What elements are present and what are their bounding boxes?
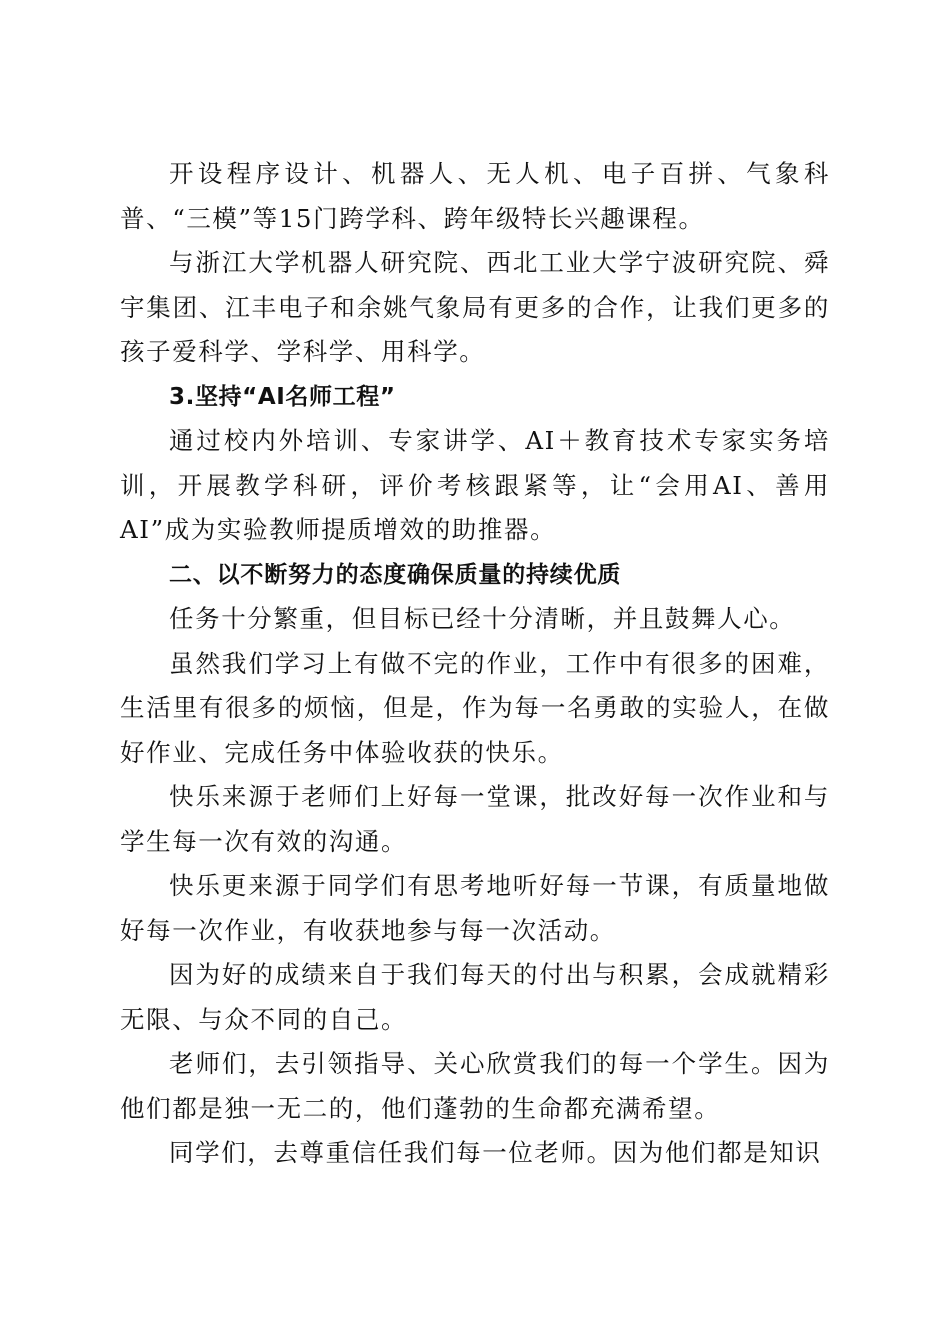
document-body	[120, 152, 830, 1176]
paragraph-students-respect: 同学们，去尊重信任我们每一位老师。因为他们都是知识	[169, 1138, 822, 1167]
paragraph-homework: 虽然我们学习上有做不完的作业，工作中有很多的困难，生活里有很多的烦恼，但是，作为每一名勇敢的实验人，在做好作业、完成任务中体验收获的快乐。	[120, 648, 830, 767]
paragraph-training: 通过校内外培训、专家讲学、AI＋教育技术专家实务培训，开展教学科研，评价考核跟紧等，让“会用AI、善用AI”成为实验教师提质增效的助推器。	[120, 426, 830, 544]
paragraph-courses: 开设程序设计、机器人、无人机、电子百拼、气象科普、“三模”等15门跨学科、跨年级特长兴趣课程。	[120, 159, 830, 233]
paragraph-task: 任务十分繁重，但目标已经十分清晰，并且鼓舞人心。	[169, 604, 796, 633]
section-heading-quality: 二、以不断努力的态度确保质量的持续优质	[169, 561, 622, 588]
paragraph-results: 因为好的成绩来自于我们每天的付出与积累，会成就精彩无限、与众不同的自己。	[120, 960, 830, 1034]
paragraph-teachers-guide: 老师们，去引领指导、关心欣赏我们的每一个学生。因为他们都是独一无二的，他们蓬勃的生命都充满希望。	[120, 1049, 830, 1123]
paragraph-students-joy: 快乐更来源于同学们有思考地听好每一节课，有质量地做好每一次作业，有收获地参与每一次活动。	[120, 871, 830, 945]
paragraph-cooperation: 与浙江大学机器人研究院、西北工业大学宁波研究院、舜宇集团、江丰电子和余姚气象局有更多的合作，让我们更多的孩子爱科学、学科学、用科学。	[120, 248, 830, 366]
subheading-ai-teacher: 3.坚持“AI名师工程”	[169, 383, 396, 410]
paragraph-teachers-joy: 快乐来源于老师们上好每一堂课，批改好每一次作业和与学生每一次有效的沟通。	[120, 782, 830, 856]
